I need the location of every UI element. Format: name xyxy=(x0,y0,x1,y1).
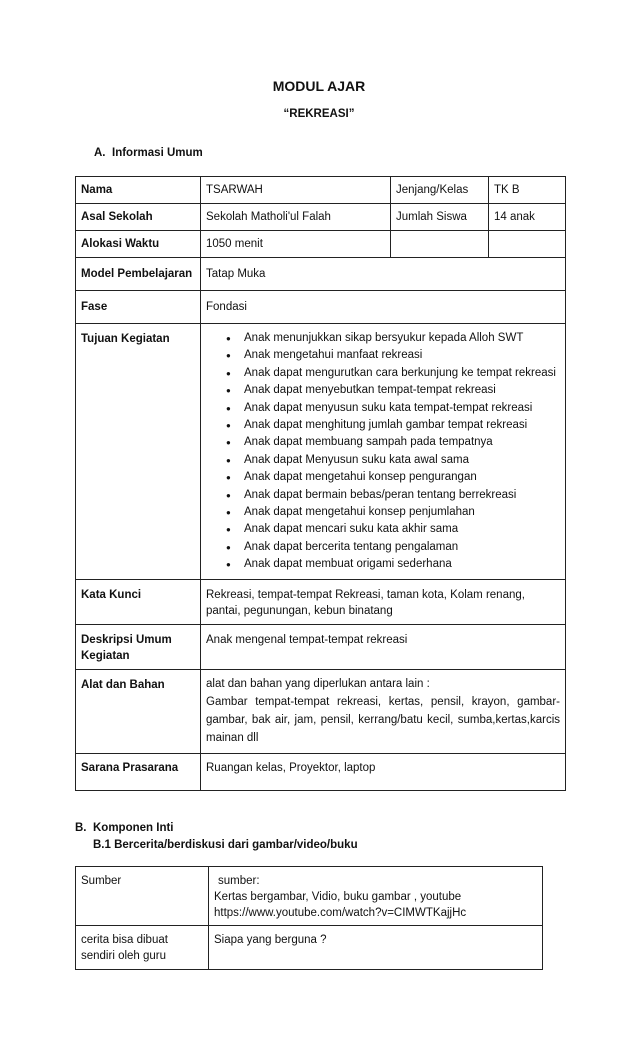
cerita-label: cerita bisa dibuat sendiri oleh guru xyxy=(76,926,209,970)
list-item: ● Anak dapat menghitung jumlah gambar tempat rekreasi xyxy=(228,417,560,434)
sumber-cell xyxy=(209,867,543,926)
list-item: ● Anak dapat Menyusun suku kata awal sama xyxy=(228,452,560,469)
section-b-subtitle: B.1 Bercerita/berdiskusi dari gambar/video/buku xyxy=(93,839,358,851)
section-a-heading xyxy=(94,147,203,159)
tujuan-label: Tujuan Kegiatan xyxy=(76,324,201,580)
alat-bahan-cell xyxy=(201,669,566,753)
alat-bahan-value: Gambar tempat-tempat rekreasi, kertas, pensil, krayon, gambar-gambar, bak air, jam, pensil, kerrang/batu kecil, sumba,kertas,karcis mainan dll xyxy=(206,695,560,744)
jenjang-label: Jenjang/Kelas xyxy=(391,177,489,204)
jumlah-siswa-value: 14 anak xyxy=(489,204,566,231)
list-item: ● Anak dapat menyebutkan tempat-tempat rekreasi xyxy=(228,382,560,399)
section-a-title: Informasi Umum xyxy=(112,147,203,159)
section-a-number: A. xyxy=(94,147,106,159)
alokasi-waktu-label: Alokasi Waktu xyxy=(76,231,201,258)
table-row xyxy=(76,669,566,753)
nama-value: TSARWAH xyxy=(201,177,391,204)
table-row xyxy=(76,291,566,324)
table-row xyxy=(76,324,566,580)
section-b-heading xyxy=(75,820,358,854)
nama-label: Nama xyxy=(76,177,201,204)
document-subtitle: “REKREASI” xyxy=(283,108,355,120)
asal-sekolah-label: Asal Sekolah xyxy=(76,204,201,231)
list-item: ● Anak dapat mengetahui konsep pengurangan xyxy=(228,469,560,486)
sumber-media: Kertas bergambar, Vidio, buku gambar , youtube xyxy=(214,891,462,903)
sarana-label: Sarana Prasarana xyxy=(76,753,201,790)
table-row xyxy=(76,231,566,258)
kata-kunci-value: Rekreasi, tempat-tempat Rekreasi, taman kota, Kolam renang, pantai, pegunungan, kebun binatang xyxy=(201,579,566,624)
tujuan-list-cell xyxy=(201,324,566,580)
table-row xyxy=(76,258,566,291)
document-title: MODUL AJAR xyxy=(272,78,366,94)
section-b-title: Komponen Inti xyxy=(93,822,174,834)
asal-sekolah-value: Sekolah Matholi'ul Falah xyxy=(201,204,391,231)
table-row xyxy=(76,867,543,926)
sumber-label: Sumber xyxy=(76,867,209,926)
tujuan-list xyxy=(206,330,560,574)
list-item: ● Anak dapat membuang sampah pada tempatnya xyxy=(228,434,560,451)
list-item: ● Anak dapat mengurutkan cara berkunjung ke tempat rekreasi xyxy=(228,365,560,382)
jumlah-siswa-label: Jumlah Siswa xyxy=(391,204,489,231)
sarana-value: Ruangan kelas, Proyektor, laptop xyxy=(201,753,566,790)
list-item: ● Anak dapat bercerita tentang pengalaman xyxy=(228,539,560,556)
sumber-url: https://www.youtube.com/watch?v=CIMWTKajjHc xyxy=(214,907,467,919)
list-item: ● Anak dapat mengetahui konsep penjumlahan xyxy=(228,504,560,521)
list-item: ● Anak menunjukkan sikap bersyukur kepada Alloh SWT xyxy=(228,330,560,347)
alat-bahan-intro: alat dan bahan yang diperlukan antara lain : xyxy=(206,677,430,690)
list-item: ● Anak dapat membuat origami sederhana xyxy=(228,556,560,573)
list-item: ● Anak mengetahui manfaat rekreasi xyxy=(228,347,560,364)
table-row xyxy=(76,624,566,669)
alokasi-waktu-value: 1050 menit xyxy=(201,231,391,258)
kata-kunci-label: Kata Kunci xyxy=(76,579,201,624)
sumber-intro: sumber: xyxy=(218,875,260,887)
empty-cell xyxy=(489,231,566,258)
fase-value: Fondasi xyxy=(201,291,566,324)
informasi-umum-table xyxy=(75,176,566,791)
section-b-number: B. xyxy=(75,822,87,834)
list-item: ● Anak dapat menyusun suku kata tempat-tempat rekreasi xyxy=(228,400,560,417)
list-item: ● Anak dapat mencari suku kata akhir sama xyxy=(228,521,560,538)
table-row xyxy=(76,753,566,790)
table-row xyxy=(76,177,566,204)
jenjang-value: TK B xyxy=(489,177,566,204)
fase-label: Fase xyxy=(76,291,201,324)
deskripsi-label: Deskripsi Umum Kegiatan xyxy=(76,624,201,669)
table-row xyxy=(76,926,543,970)
list-item: ● Anak dapat bermain bebas/peran tentang berrekreasi xyxy=(228,487,560,504)
model-value: Tatap Muka xyxy=(201,258,566,291)
table-row xyxy=(76,579,566,624)
deskripsi-value: Anak mengenal tempat-tempat rekreasi xyxy=(201,624,566,669)
empty-cell xyxy=(391,231,489,258)
model-label: Model Pembelajaran xyxy=(76,258,201,291)
alat-bahan-label: Alat dan Bahan xyxy=(76,669,201,753)
cerita-value: Siapa yang berguna ? xyxy=(209,926,543,970)
table-row xyxy=(76,204,566,231)
komponen-inti-table xyxy=(75,866,543,970)
